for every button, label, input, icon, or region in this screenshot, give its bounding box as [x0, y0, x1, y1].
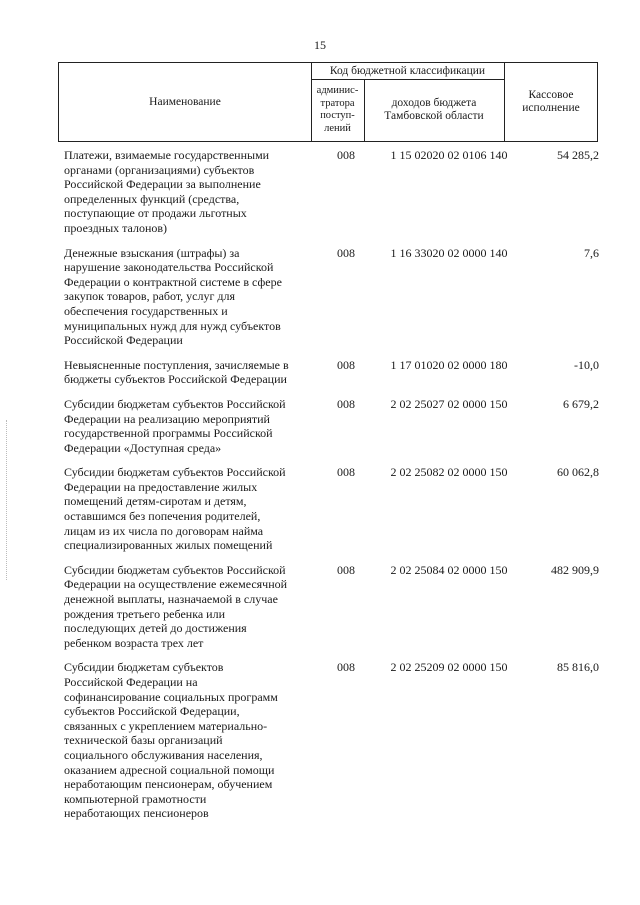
row-name-line: Российской Федерации за выполнение [64, 177, 261, 192]
row-name-line: поступающие от продажи льготных [64, 206, 247, 221]
header-income-cell [364, 79, 504, 141]
row-name [64, 397, 316, 455]
row-admin-code: 008 [337, 562, 355, 577]
header-admin-cell [311, 79, 364, 141]
header-income-label-line: доходов бюджета [391, 97, 477, 109]
header-admin-label-line: админис- [316, 85, 359, 96]
header-admin-label-line: тратора [320, 97, 355, 109]
scan-margin-marks [6, 420, 10, 580]
row-name [64, 358, 316, 387]
table-header [58, 62, 598, 142]
row-income-code: 2 02 25082 02 0000 150 [390, 465, 508, 480]
row-name-line: неработающим пенсионерам, обучением [64, 777, 273, 792]
row-name-line: Денежные взыскания (штрафы) за [64, 245, 240, 260]
row-name-line: оставшимся без попечения родителей, [64, 509, 261, 524]
row-name [64, 563, 316, 651]
row-name-line: Федерации «Доступная среда» [64, 440, 222, 455]
row-amount: 7,6 [584, 245, 599, 260]
row-name-line: Платежи, взимаемые государственными [64, 148, 270, 162]
row-name-line: помещений детям-сиротам и детям, [64, 494, 247, 509]
table-row [64, 358, 604, 387]
table-row [64, 397, 604, 455]
row-name-line: государственной программы Российской [64, 426, 273, 441]
row-name-line: социального обслуживания населения, [64, 747, 263, 762]
row-name-line: Субсидии бюджетам субъектов Российской [64, 465, 286, 480]
row-name-line: софинансирование социальных программ [64, 689, 278, 704]
row-name-line: Субсидии бюджетам субъектов Российской [64, 396, 286, 411]
row-admin-code: 008 [337, 465, 355, 480]
row-name [64, 148, 316, 236]
row-name-line: лицам из их числа по договорам найма [64, 523, 264, 538]
row-name-line: денежной выплаты, назначаемой в случае [64, 592, 278, 607]
table-row [64, 563, 604, 651]
header-cash-label-line: Кассовое [528, 89, 574, 101]
row-name-line: Российской Федерации на [64, 675, 198, 689]
row-name-line: закупок товаров, работ, услуг для [64, 289, 236, 304]
header-cash-label-line: исполнение [522, 102, 580, 114]
row-admin-code: 008 [337, 148, 355, 162]
row-admin-code: 008 [337, 660, 355, 675]
header-admin-label-line: поступ- [320, 110, 355, 121]
row-amount: 6 679,2 [563, 396, 599, 411]
row-admin-code: 008 [337, 245, 355, 260]
table-row [64, 148, 604, 236]
row-name-line: оказанием адресной социальной помощи [64, 762, 275, 777]
row-name [64, 660, 316, 821]
row-name-line: обеспечения государственных и [64, 303, 228, 318]
table-row [64, 465, 604, 553]
header-admin-label-line: лений [324, 122, 351, 134]
row-name-line: ребенком возраста трех лет [64, 635, 204, 650]
row-amount: 482 909,9 [551, 562, 599, 577]
row-name-line: Невыясненные поступления, зачисляемые в [64, 357, 289, 372]
row-amount: -10,0 [574, 357, 599, 372]
table-body [64, 148, 604, 831]
page-number: 15 [314, 38, 326, 52]
row-name [64, 246, 316, 348]
row-name-line: Федерации на осуществление ежемесячной [64, 577, 288, 592]
row-amount: 85 816,0 [557, 660, 599, 675]
row-name-line: Субсидии бюджетам субъектов Российской [64, 562, 286, 577]
row-income-code: 1 17 01020 02 0000 180 [390, 357, 508, 372]
row-income-code: 2 02 25027 02 0000 150 [390, 396, 508, 411]
row-name-line: неработающих пенсионеров [64, 806, 209, 821]
row-admin-code: 008 [337, 357, 355, 372]
row-name-line: рождения третьего ребенка или [64, 606, 225, 621]
row-name-line: последующих детей до достижения [64, 621, 247, 636]
row-name-line: связанных с укреплением материально- [64, 718, 268, 733]
row-name-line: специализированных жилых помещений [64, 538, 273, 553]
row-name-line: проездных талонов) [64, 220, 168, 235]
header-cash-cell [504, 63, 598, 141]
row-income-code: 2 02 25084 02 0000 150 [390, 562, 508, 577]
row-name-line: компьютерной грамотности [64, 791, 207, 806]
table-row [64, 246, 604, 348]
row-name [64, 465, 316, 553]
header-code-group-label: Код бюджетной классификации [329, 64, 486, 77]
row-name-line: Федерации о контрактной системе в сфере [64, 274, 282, 289]
row-income-code: 1 16 33020 02 0000 140 [390, 245, 508, 260]
row-admin-code: 008 [337, 396, 355, 411]
row-amount: 54 285,2 [557, 148, 599, 162]
row-name-line: Субсидии бюджетам субъектов [64, 660, 224, 675]
row-amount: 60 062,8 [557, 465, 599, 480]
header-code-group-cell [311, 63, 504, 79]
row-name-line: муниципальных нужд для нужд субъектов [64, 318, 281, 333]
row-income-code: 1 15 02020 02 0106 140 [390, 148, 508, 162]
row-name-line: субъектов Российской Федерации, [64, 704, 240, 719]
row-income-code: 2 02 25209 02 0000 150 [390, 660, 508, 675]
row-name-line: нарушение законодательства Российской [64, 260, 274, 275]
header-income-label-line: Тамбовской области [384, 110, 484, 122]
header-name-label: Наименование [149, 95, 221, 108]
row-name-line: определенных функций (средства, [64, 191, 240, 206]
row-name-line: Федерации на реализацию мероприятий [64, 411, 270, 426]
row-name-line: бюджеты субъектов Российской Федерации [64, 372, 287, 387]
row-name-line: органами (организациями) субъектов [64, 162, 255, 177]
table-row [64, 660, 604, 821]
row-name-line: Российской Федерации [64, 333, 183, 348]
header-name-cell [59, 63, 311, 141]
row-name-line: технической базы организаций [64, 733, 223, 748]
row-name-line: Федерации на предоставление жилых [64, 479, 258, 494]
